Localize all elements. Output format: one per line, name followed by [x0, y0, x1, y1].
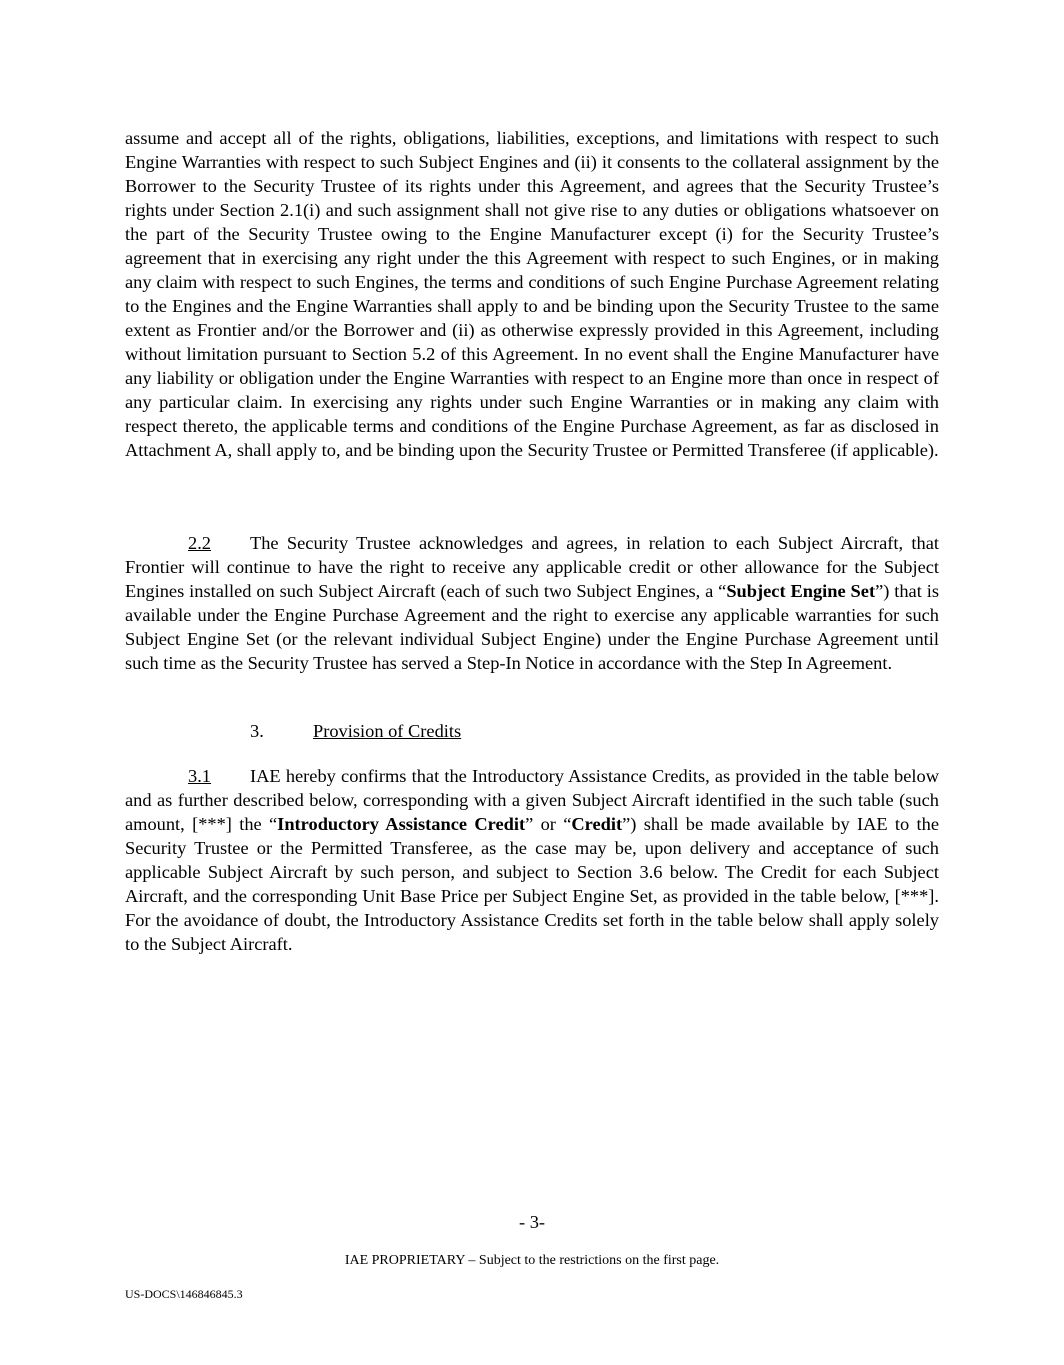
section-text: ” or “	[525, 814, 572, 834]
section-text: ”) shall be made available by IAE to the Security Trustee or the Permitted Transferee, as the case may be, upon delivery and acceptance of such applicable Subject Aircraft by such person, and subject to Section 3.6 below. The Credit for each Subject Aircraft, and the corresponding Unit Base Price per Subject Engine Set, as provided in the table below, [***]. For the avoidance of doubt, the Introductory Assistance Credits set forth in the table below shall apply solely to the Subject Aircraft.	[125, 814, 939, 954]
proprietary-notice: IAE PROPRIETARY – Subject to the restrictions on the first page.	[344, 1253, 720, 1268]
defined-term: Credit	[571, 814, 623, 834]
section-3-heading	[250, 719, 461, 743]
section-number: 2.2	[188, 533, 211, 553]
document-id: US-DOCS\146846845.3	[125, 1287, 243, 1301]
heading-number: 3.	[250, 721, 264, 741]
heading-title: Provision of Credits	[313, 721, 462, 741]
section-number: 3.1	[188, 766, 211, 786]
section-text: ”) that is available under the Engine Purchase Agreement and the right to exercise any applicable warranties for such Subject Engine Set (or the relevant individual Subject Engine) under the Engine Purchase Agreement until such time as the Security Trustee has served a Step-In Notice in accordance with the Step In Agreement.	[125, 581, 939, 673]
section-text: IAE hereby confirms that the Introductory Assistance Credits, as provided in the table below and as further described below, corresponding with a given Subject Aircraft identified in the such table (such amount, [***] the “	[125, 766, 939, 834]
paragraph-text: assume and accept all of the rights, obligations, liabilities, exceptions, and limitations with respect to such Engine Warranties with respect to such Subject Engines and (ii) it consents to the collateral assignment by the Borrower to the Security Trustee of its rights under this Agreement, and agrees that the Security Trustee’s rights under Section 2.1(i) and such assignment shall not give rise to any duties or obligations whatsoever on the part of the Security Trustee owing to the Engine Manufacturer except (i) for the Security Trustee’s agreement that in exercising any right under the this Agreement with respect to such Engines, or in making any claim with respect to such Engines, the terms and conditions of such Engine Purchase Agreement relating to the Engines and the Engine Warranties shall apply to and be binding upon the Security Trustee to the same extent as Frontier and/or the Borrower and (ii) as otherwise expressly provided in this Agreement, including without limitation pursuant to Section 5.2 of this Agreement. In no event shall the Engine Manufacturer have any liability or obligation under the Engine Warranties with respect to an Engine more than once in respect of any particular claim. In exercising any rights under such Engine Warranties or in making any claim with respect thereto, the applicable terms and conditions of the Engine Purchase Agreement, as far as disclosed in Attachment A, shall apply to, and be binding upon the Security Trustee or Permitted Transferee (if applicable).	[125, 128, 939, 460]
section-2-2-paragraph	[125, 531, 939, 675]
section-3-1-paragraph	[125, 764, 939, 956]
section-text: The Security Trustee acknowledges and agrees, in relation to each Subject Aircraft, that Frontier will continue to have the right to receive any applicable credit or other allowance for the Subject Engines installed on such Subject Aircraft (each of such two Subject Engines, a “	[125, 533, 939, 601]
paragraph-continuation	[125, 126, 939, 462]
defined-term: Introductory Assistance Credit	[277, 814, 526, 834]
page-number: - 3-	[518, 1212, 546, 1232]
defined-term: Subject Engine Set	[726, 581, 876, 601]
